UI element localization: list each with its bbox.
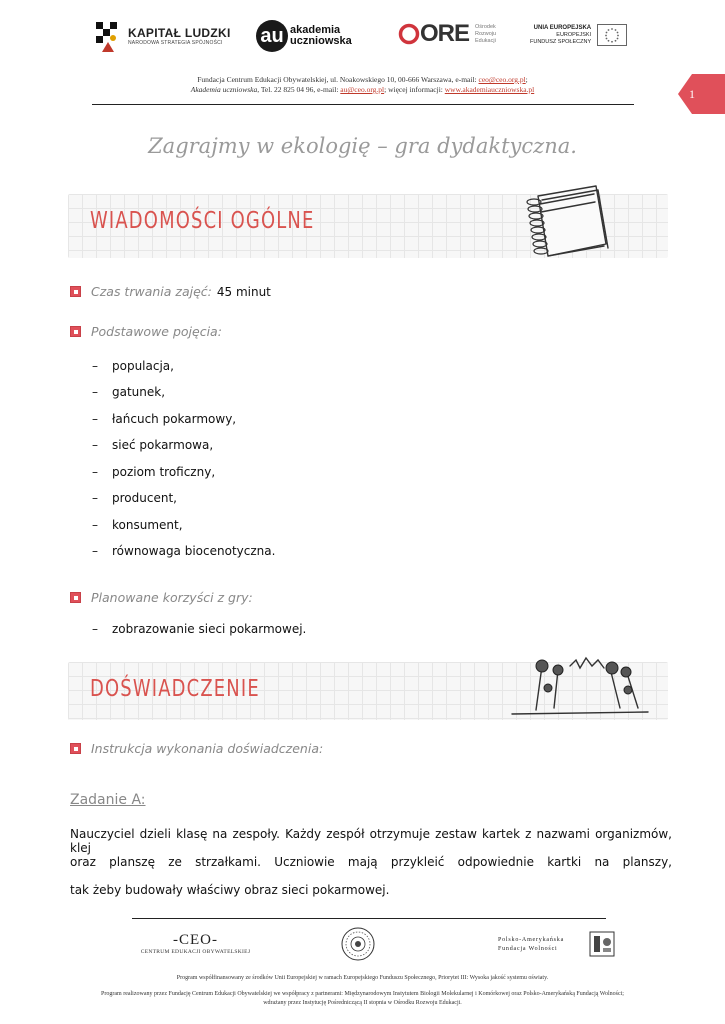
ore-line3: Edukacji: [475, 37, 496, 44]
general-info-heading: WIADOMOŚCI OGÓLNE: [90, 208, 315, 234]
bullet-square-icon: [70, 743, 81, 754]
footer-divider: [132, 918, 606, 919]
ceo-email-link[interactable]: ceo@ceo.org.pl: [478, 75, 526, 84]
address-line-1: [0, 75, 725, 84]
pafw-line1: Polsko-Amerykańska: [498, 937, 565, 943]
list-item: – konsument,: [92, 518, 183, 532]
kapital-ludzki-icon: [94, 18, 122, 54]
paragraph-line: oraz planszę ze strzałkami. Uczniowie mają przykleić odpowiednie kartki na planszy,: [70, 855, 672, 869]
concepts-heading: [70, 324, 222, 339]
duration-label: Czas trwania zajęć:: [91, 284, 212, 299]
notebook-icon: [518, 182, 610, 264]
kapital-ludzki-logo: [94, 18, 231, 54]
list-item: – producent,: [92, 491, 177, 505]
benefits-heading: [70, 590, 253, 605]
paragraph-line: tak żeby budowały właściwy obraz sieci pokarmowej.: [70, 883, 390, 897]
eu-logo: [530, 24, 627, 46]
list-item: – gatunek,: [92, 385, 166, 399]
bullet-square-icon: [70, 592, 81, 603]
au-mark: au: [256, 20, 288, 52]
ore-line1: Ośrodek: [475, 23, 496, 30]
ore-line2: Rozwoju: [475, 30, 497, 37]
eu-flag-icon: [597, 24, 627, 46]
pafw-logo: [498, 936, 564, 954]
experiment-heading: DOŚWIADCZENIE: [90, 676, 260, 702]
info-text: ; więcej informacji:: [384, 85, 445, 94]
akademia-name: Akademia uczniowska: [190, 85, 258, 94]
benefits-label: Planowane korzyści z gry:: [91, 590, 253, 605]
phone-text: , Tel. 22 825 04 96, e-mail:: [257, 85, 341, 94]
page-number: 1: [689, 87, 695, 101]
kapital-ludzki-title: KAPITAŁ LUDZKI: [128, 26, 231, 40]
list-item: – równowaga biocenotyczna.: [92, 544, 276, 558]
eu-line2: EUROPEJSKI: [556, 31, 592, 38]
instruction-heading: [70, 741, 323, 756]
footer-line-2: Program realizowany przez Fundację Centrum Edukacji Obywatelskiej we współpracy z partnerami: Międzynarodowym Instytutem Biologii Molekularnej i Komórkowej oraz Polsko-Amerykańską Fundacją Wolności;: [101, 991, 624, 997]
footer-line-3: wdrażany przez Instytucję Pośredniczącą II stopnia w Ośrodku Rozwoju Edukacji.: [263, 1000, 462, 1006]
kapital-ludzki-subtitle: NARODOWA STRATEGIA SPÓJNOŚCI: [128, 40, 223, 46]
duration-heading: [70, 284, 271, 299]
duration-value: 45 minut: [216, 284, 271, 299]
akademia-line1: akademia: [290, 24, 341, 36]
address-line-2: [0, 85, 725, 94]
eu-line3: FUNDUSZ SPOŁECZNY: [530, 38, 592, 45]
au-email-link[interactable]: au@ceo.org.pl: [340, 85, 385, 94]
website-link[interactable]: www.akademiauczniowska.pl: [444, 85, 535, 94]
institute-seal-icon: [340, 926, 376, 962]
paragraph-line: Nauczyciel dzieli klasę na zespoły. Każdy zespół otrzymuje zestaw kartek z nazwami organizmów, klej: [70, 827, 672, 855]
list-item: – populacja,: [92, 359, 174, 373]
pafw-emblem-icon: [588, 930, 616, 958]
list-item: – sieć pokarmowa,: [92, 438, 214, 452]
list-item: – łańcuch pokarmowy,: [92, 412, 237, 426]
akademia-uczniowska-logo: [256, 20, 352, 52]
address-suffix: ;: [525, 75, 528, 84]
instruction-label: Instrukcja wykonania doświadczenia:: [91, 741, 324, 756]
concepts-label: Podstawowe pojęcia:: [91, 324, 222, 339]
list-item: – zobrazowanie sieci pokarmowej.: [92, 622, 307, 636]
pafw-line2: Fundacja Wolności: [498, 946, 558, 952]
header-divider: [92, 104, 634, 105]
ceo-logo-sub: CENTRUM EDUKACJI OBYWATELSKIEJ: [140, 949, 251, 955]
ore-ring-icon: [398, 23, 420, 45]
list-item: – poziom troficzny,: [92, 465, 216, 479]
newtons-cradle-icon: [508, 650, 656, 720]
footer-line-1: Program współfinansowany ze środków Unii Europejskiej w ramach Europejskiego Funduszu Społecznego, Priorytet III: Wysoka jakość systemu oświaty.: [176, 975, 549, 981]
bullet-square-icon: [70, 286, 81, 297]
address-text: Fundacja Centrum Edukacji Obywatelskiej, ul. Noakowskiego 10, 00-666 Warszawa, e-mail:: [197, 75, 479, 84]
ore-name: ORE: [420, 20, 470, 47]
bullet-square-icon: [70, 326, 81, 337]
akademia-line2: uczniowska: [290, 35, 352, 47]
ceo-logo-main: -CEO-: [173, 932, 218, 948]
ore-logo: [398, 20, 496, 48]
task-title: Zadanie A:: [70, 792, 146, 808]
eu-line1: UNIA EUROPEJSKA: [533, 24, 592, 31]
document-title: Zagrajmy w ekologię – gra dydaktyczna.: [148, 134, 577, 158]
ceo-logo: [138, 932, 253, 955]
